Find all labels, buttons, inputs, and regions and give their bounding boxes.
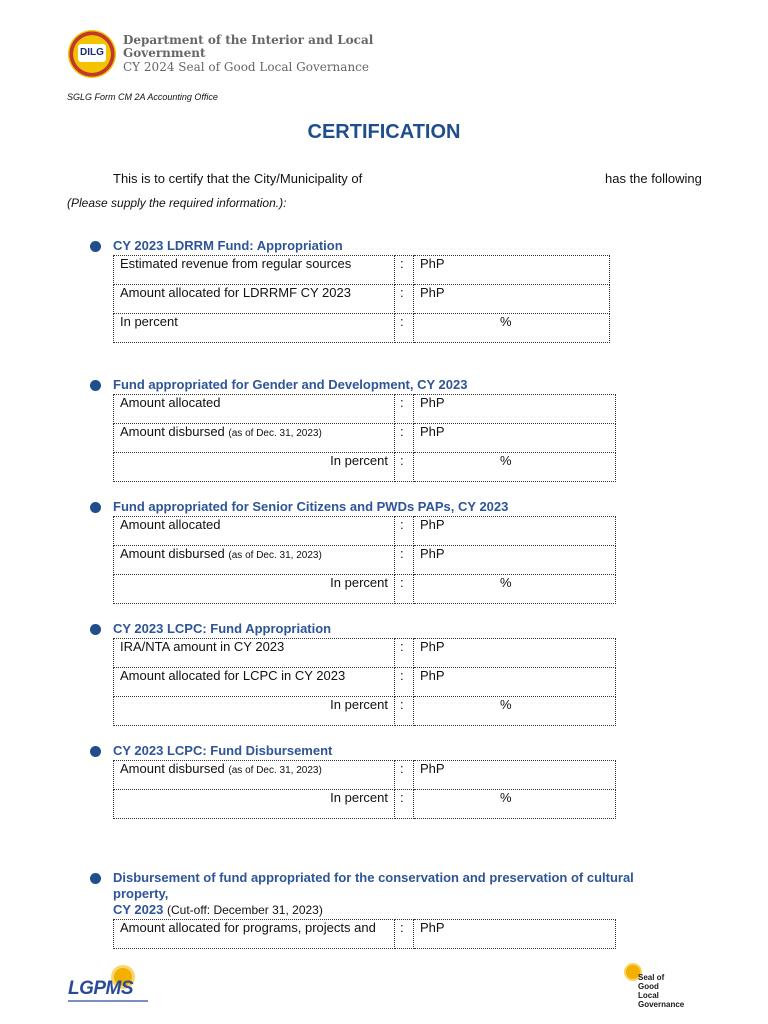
row-label: Estimated revenue from regular sources bbox=[114, 256, 395, 285]
sglg-word: Governance bbox=[638, 1000, 685, 1009]
section-title-gad: Fund appropriated for Gender and Development, CY 2023 bbox=[113, 377, 468, 392]
row-colon: : bbox=[395, 395, 414, 424]
section-title-line2: CY 2023 bbox=[113, 902, 164, 917]
supply-note: (Please supply the required information.): bbox=[67, 196, 287, 210]
row-colon: : bbox=[395, 575, 414, 604]
section-title-ldrrm: CY 2023 LDRRM Fund: Appropriation bbox=[113, 238, 343, 253]
sglg-word: Seal of bbox=[638, 973, 665, 982]
row-label: Amount allocated for LDRRMF CY 2023 bbox=[114, 285, 395, 314]
row-label-text: Amount disbursed bbox=[120, 761, 225, 776]
row-label-note: (as of Dec. 31, 2023) bbox=[228, 765, 322, 776]
row-label bbox=[114, 424, 395, 453]
table-row bbox=[114, 285, 610, 314]
row-colon: : bbox=[395, 424, 414, 453]
table-row bbox=[114, 790, 616, 819]
header-block bbox=[123, 34, 393, 75]
amount-field[interactable]: PhP bbox=[414, 546, 616, 575]
percent-field[interactable]: % bbox=[414, 314, 610, 343]
amount-field[interactable]: PhP bbox=[414, 424, 616, 453]
row-colon: : bbox=[395, 546, 414, 575]
certify-statement: This is to certify that the City/Municipality of bbox=[113, 171, 363, 186]
row-colon: : bbox=[395, 256, 414, 285]
row-colon: : bbox=[395, 285, 414, 314]
section-title-note: (Cut-off: December 31, 2023) bbox=[166, 903, 323, 917]
row-colon: : bbox=[395, 697, 414, 726]
row-label: In percent bbox=[114, 790, 395, 819]
table-row bbox=[114, 639, 616, 668]
row-colon: : bbox=[395, 761, 414, 790]
amount-field[interactable]: PhP bbox=[414, 761, 616, 790]
row-colon: : bbox=[395, 453, 414, 482]
table-row bbox=[114, 517, 616, 546]
row-label-note: (as of Dec. 31, 2023) bbox=[228, 550, 322, 561]
section-title-cultural-property bbox=[113, 870, 673, 918]
sglg-word: Good bbox=[638, 982, 659, 991]
row-label-text: Amount disbursed bbox=[120, 424, 225, 439]
row-label-note: (as of Dec. 31, 2023) bbox=[228, 428, 322, 439]
section-bullet bbox=[90, 873, 101, 884]
table-row bbox=[114, 668, 616, 697]
section-bullet bbox=[90, 624, 101, 635]
form-table-cultural-property bbox=[113, 919, 616, 949]
row-colon: : bbox=[395, 517, 414, 546]
section-bullet bbox=[90, 502, 101, 513]
section-title-lcpc-disbursement: CY 2023 LCPC: Fund Disbursement bbox=[113, 743, 333, 758]
table-row bbox=[114, 575, 616, 604]
row-label: In percent bbox=[114, 697, 395, 726]
amount-field[interactable]: PhP bbox=[414, 395, 616, 424]
amount-field[interactable]: PhP bbox=[414, 639, 616, 668]
section-title-line2-wrap bbox=[113, 902, 673, 918]
table-row bbox=[114, 424, 616, 453]
percent-field[interactable]: % bbox=[414, 453, 616, 482]
section-title-lcpc-appropriation: CY 2023 LCPC: Fund Appropriation bbox=[113, 621, 332, 636]
table-row bbox=[114, 453, 616, 482]
percent-field[interactable]: % bbox=[414, 575, 616, 604]
row-colon: : bbox=[395, 639, 414, 668]
percent-field[interactable]: % bbox=[414, 790, 616, 819]
lgpms-logo-text: LGPMS bbox=[68, 978, 134, 999]
amount-field[interactable]: PhP bbox=[414, 256, 610, 285]
row-label: IRA/NTA amount in CY 2023 bbox=[114, 639, 395, 668]
form-table-lcpc-appropriation bbox=[113, 638, 616, 726]
form-table-ldrrm bbox=[113, 255, 610, 343]
lgpms-logo bbox=[68, 968, 148, 1004]
table-row bbox=[114, 395, 616, 424]
row-colon: : bbox=[395, 314, 414, 343]
form-table-lcpc-disbursement bbox=[113, 760, 616, 819]
row-label-text: Amount disbursed bbox=[120, 546, 225, 561]
section-bullet bbox=[90, 241, 101, 252]
row-label: Amount allocated bbox=[114, 517, 395, 546]
row-label: In percent bbox=[114, 575, 395, 604]
table-row bbox=[114, 256, 610, 285]
dilg-logo-text: DILG bbox=[78, 44, 106, 62]
form-code: SGLG Form CM 2A Accounting Office bbox=[67, 92, 218, 102]
row-colon: : bbox=[395, 790, 414, 819]
section-bullet bbox=[90, 746, 101, 757]
amount-field[interactable]: PhP bbox=[414, 920, 616, 949]
document-title: CERTIFICATION bbox=[307, 121, 461, 143]
row-label: Amount allocated bbox=[114, 395, 395, 424]
sglg-logo-words bbox=[638, 973, 684, 1009]
certify-statement-end: has the following bbox=[605, 171, 702, 186]
table-row bbox=[114, 920, 616, 949]
row-label: In percent bbox=[114, 314, 395, 343]
dilg-seal-logo bbox=[68, 30, 116, 78]
table-row bbox=[114, 546, 616, 575]
row-label bbox=[114, 546, 395, 575]
amount-field[interactable]: PhP bbox=[414, 517, 616, 546]
table-row bbox=[114, 761, 616, 790]
section-title-senior-pwd: Fund appropriated for Senior Citizens and PWDs PAPs, CY 2023 bbox=[113, 499, 509, 514]
row-colon: : bbox=[395, 920, 414, 949]
row-label: Amount allocated for LCPC in CY 2023 bbox=[114, 668, 395, 697]
row-label: In percent bbox=[114, 453, 395, 482]
percent-field[interactable]: % bbox=[414, 697, 616, 726]
department-name-line1: Department of the Interior and Local bbox=[123, 33, 374, 47]
table-row bbox=[114, 697, 616, 726]
section-bullet bbox=[90, 380, 101, 391]
row-label bbox=[114, 761, 395, 790]
department-name-line2: Government bbox=[123, 46, 206, 60]
section-title-line1: Disbursement of fund appropriated for the conservation and preservation of cultural property, bbox=[113, 870, 634, 901]
table-row bbox=[114, 314, 610, 343]
amount-field[interactable]: PhP bbox=[414, 285, 610, 314]
sglg-seal-logo bbox=[624, 963, 694, 1013]
form-table-gad bbox=[113, 394, 616, 482]
form-table-senior-pwd bbox=[113, 516, 616, 604]
row-colon: : bbox=[395, 668, 414, 697]
amount-field[interactable]: PhP bbox=[414, 668, 616, 697]
sglg-word: Local bbox=[638, 991, 659, 1000]
logo-underline bbox=[68, 1000, 148, 1002]
header-subtitle: CY 2024 Seal of Good Local Governance bbox=[123, 60, 369, 74]
row-label: Amount allocated for programs, projects and bbox=[114, 920, 395, 949]
